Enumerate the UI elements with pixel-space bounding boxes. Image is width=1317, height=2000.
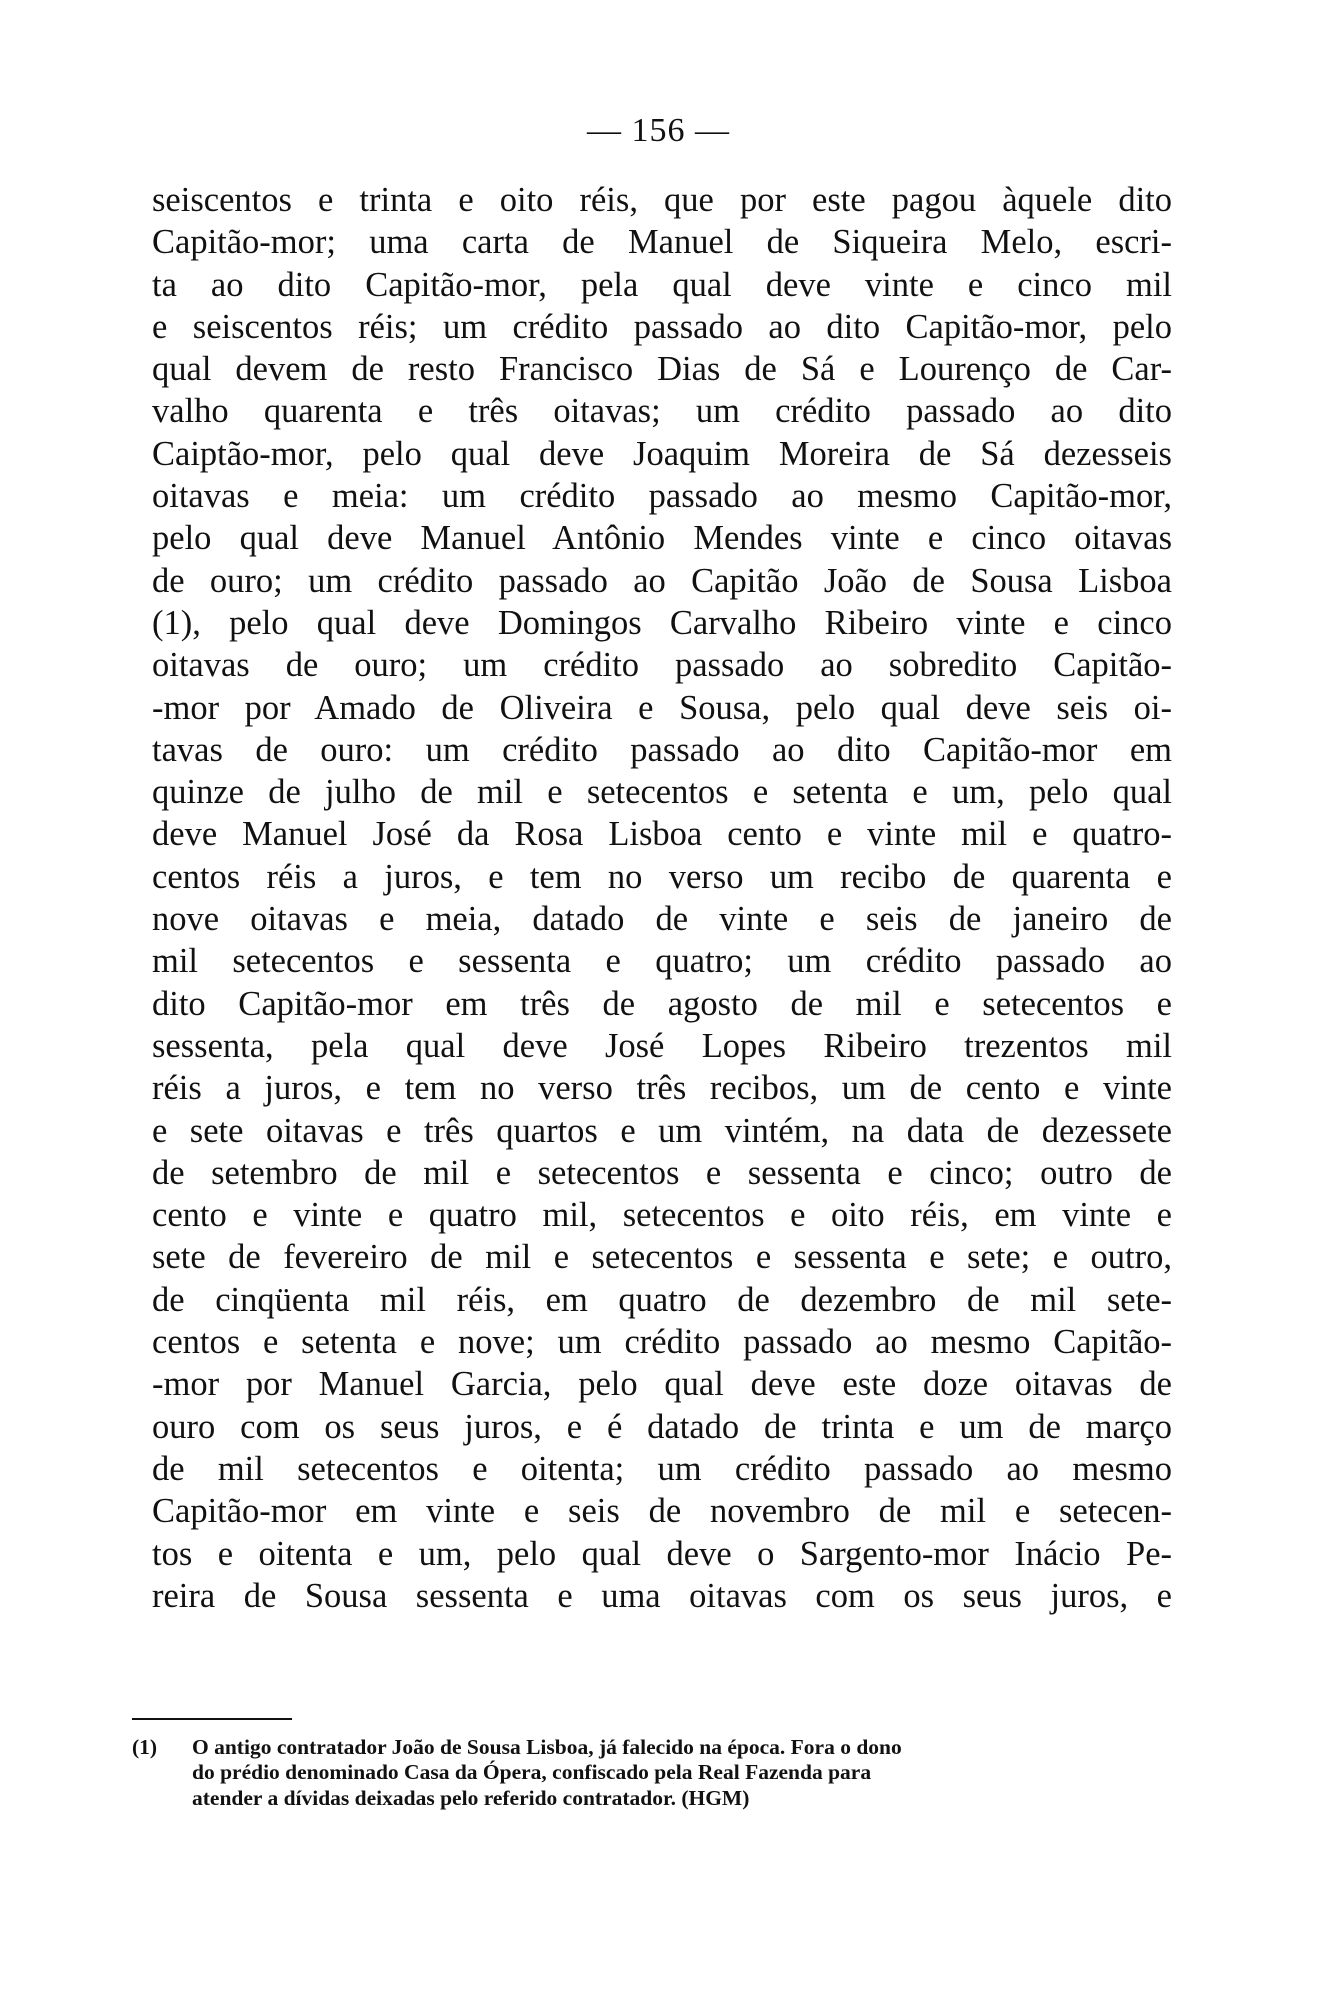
text-line: Capitão-mor; uma carta de Manuel de Siqueira Melo, escri- bbox=[152, 223, 1172, 262]
text-line: oitavas de ouro; um crédito passado ao sobredito Capitão- bbox=[152, 646, 1172, 685]
text-line: sessenta, pela qual deve José Lopes Ribeiro trezentos mil bbox=[152, 1026, 1172, 1065]
text-line: e seiscentos réis; um crédito passado ao dito Capitão-mor, pelo bbox=[152, 307, 1172, 346]
text-line: valho quarenta e três oitavas; um crédito passado ao dito bbox=[152, 392, 1172, 431]
text-line: qual devem de resto Francisco Dias de Sá e Lourenço de Car- bbox=[152, 350, 1172, 389]
text-line: nove oitavas e meia, datado de vinte e seis de janeiro de bbox=[152, 900, 1172, 939]
text-line: de ouro; um crédito passado ao Capitão João de Sousa Lisboa bbox=[152, 561, 1172, 600]
text-line: seiscentos e trinta e oito réis, que por este pagou àquele dito bbox=[152, 181, 1172, 219]
text-line: tos e oitenta e um, pelo qual deve o Sargento-mor Inácio Pe- bbox=[152, 1534, 1172, 1573]
text-line: centos réis a juros, e tem no verso um recibo de quarenta e bbox=[152, 857, 1172, 896]
text-line: (1), pelo qual deve Domingos Carvalho Ribeiro vinte e cinco bbox=[152, 603, 1172, 642]
footnote-line bbox=[132, 1735, 1172, 1760]
text-line: mil setecentos e sessenta e quatro; um crédito passado ao bbox=[152, 942, 1172, 981]
text-line: de setembro de mil e setecentos e sessenta e cinco; outro de bbox=[152, 1153, 1172, 1192]
page-number: — 156 — bbox=[587, 112, 730, 149]
footnote-line bbox=[132, 1786, 1172, 1811]
footnote-text: O antigo contratador João de Sousa Lisboa, já falecido na época. Fora o dono bbox=[192, 1735, 902, 1759]
footnote bbox=[132, 1735, 1172, 1811]
text-line: ta ao dito Capitão-mor, pela qual deve vinte e cinco mil bbox=[152, 265, 1172, 304]
text-line: Caiptão-mor, pelo qual deve Joaquim Moreira de Sá dezesseis bbox=[152, 434, 1172, 473]
text-line: de mil setecentos e oitenta; um crédito passado ao mesmo bbox=[152, 1449, 1172, 1488]
text-line: centos e setenta e nove; um crédito passado ao mesmo Capitão- bbox=[152, 1323, 1172, 1362]
text-line: quinze de julho de mil e setecentos e setenta e um, pelo qual bbox=[152, 773, 1172, 812]
footnote-text: atender a dívidas deixadas pelo referido contratador. (HGM) bbox=[192, 1785, 750, 1810]
text-line: -mor por Manuel Garcia, pelo qual deve este doze oitavas de bbox=[152, 1365, 1172, 1404]
footnote-line bbox=[132, 1760, 1172, 1785]
text-line: reira de Sousa sessenta e uma oitavas com os seus juros, e bbox=[152, 1576, 1172, 1615]
text-line: ouro com os seus juros, e é datado de trinta e um de março bbox=[152, 1407, 1172, 1446]
text-line: sete de fevereiro de mil e setecentos e sessenta e sete; e outro, bbox=[152, 1238, 1172, 1277]
text-line: oitavas e meia: um crédito passado ao mesmo Capitão-mor, bbox=[152, 477, 1172, 516]
text-line: dito Capitão-mor em três de agosto de mil e setecentos e bbox=[152, 984, 1172, 1023]
text-line: tavas de ouro: um crédito passado ao dito Capitão-mor em bbox=[152, 730, 1172, 769]
text-line: Capitão-mor em vinte e seis de novembro de mil e setecen- bbox=[152, 1492, 1172, 1531]
text-line: -mor por Amado de Oliveira e Sousa, pelo qual deve seis oi- bbox=[152, 688, 1172, 727]
text-line: deve Manuel José da Rosa Lisboa cento e vinte mil e quatro- bbox=[152, 815, 1172, 854]
text-line: pelo qual deve Manuel Antônio Mendes vinte e cinco oitavas bbox=[152, 519, 1172, 558]
text-line: de cinqüenta mil réis, em quatro de dezembro de mil sete- bbox=[152, 1280, 1172, 1319]
footnote-marker: (1) bbox=[132, 1735, 158, 1759]
text-line: cento e vinte e quatro mil, setecentos e oito réis, em vinte e bbox=[152, 1196, 1172, 1235]
footnote-text: do prédio denominado Casa da Ópera, confiscado pela Real Fazenda para bbox=[192, 1760, 872, 1785]
text-line: e sete oitavas e três quartos e um vintém, na data de dezessete bbox=[152, 1111, 1172, 1150]
footnote-divider bbox=[132, 1718, 292, 1720]
body-text bbox=[152, 180, 1172, 1618]
text-line: réis a juros, e tem no verso três recibos, um de cento e vinte bbox=[152, 1069, 1172, 1108]
